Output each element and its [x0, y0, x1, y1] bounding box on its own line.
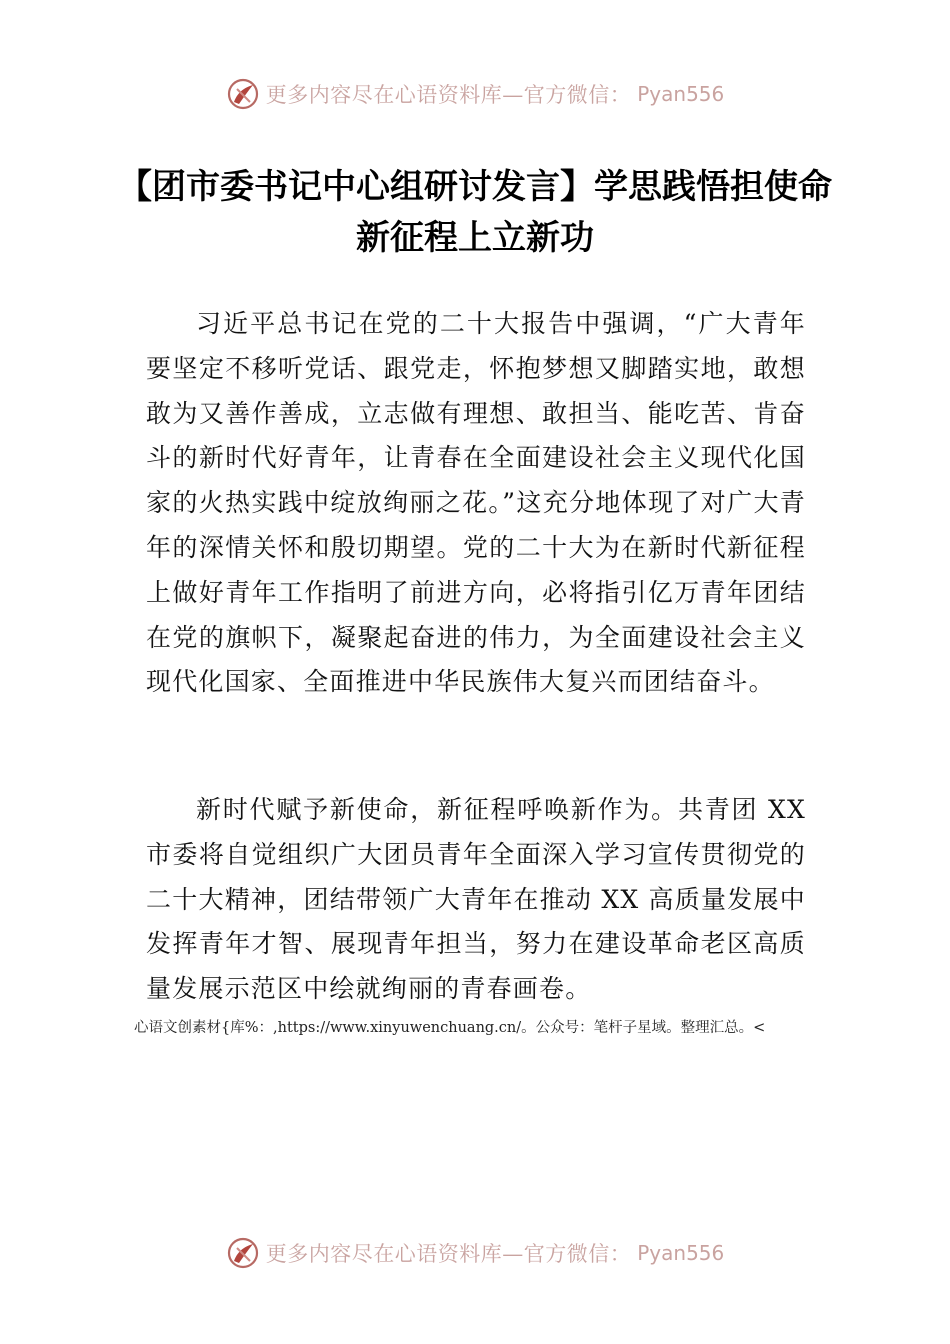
- header-banner: [0, 74, 950, 114]
- ribbon-logo-icon: [226, 1236, 260, 1270]
- banner-text: 更多内容尽在心语资料库—官方微信：: [265, 1242, 632, 1266]
- footer-banner: [0, 1233, 950, 1273]
- source-note: 心语文创素材{库%：,https://www.xinyuwenchuang.cn/。公众号：笔杆子星域。整理汇总。<: [134, 1020, 766, 1036]
- banner-wechat-id: Pyan556: [637, 1241, 725, 1265]
- ribbon-logo-icon: [226, 77, 260, 111]
- banner-text: 更多内容尽在心语资料库—官方微信：: [265, 83, 632, 107]
- body-paragraph-1: 习近平总书记在党的二十大报告中强调，“广大青年要坚定不移听党话、跟党走，怀抱梦想又脚踏实地，敢想敢为又善作善成，立志做有理想、敢担当、能吃苦、肯奋斗的新时代好青年，让青春在全面建设社会主义现代化国家的火热实践中绽放绚丽之花。”这充分地体现了对广大青年的深情关怀和殷切期望。党的二十大为在新时代新征程上做好青年工作指明了前进方向，必将指引亿万青年团结在党的旗帜下，凝聚起奋进的伟力，为全面建设社会主义现代化国家、全面推进中华民族伟大复兴而团结奋斗。: [146, 309, 806, 697]
- document-title: 【团市委书记中心组研讨发言】学思践悟担使命 新征程上立新功: [118, 167, 832, 258]
- body-paragraph-2: 新时代赋予新使命，新征程呼唤新作为。共青团 XX 市委将自觉组织广大团员青年全面深入学习宣传贯彻党的二十大精神，团结带领广大青年在推动 XX 高质量发展中发挥青年才智、展现青年担当，努力在建设革命老区高质量发展示范区中绘就绚丽的青春画卷。: [146, 795, 806, 1004]
- banner-wechat-id: Pyan556: [637, 82, 725, 106]
